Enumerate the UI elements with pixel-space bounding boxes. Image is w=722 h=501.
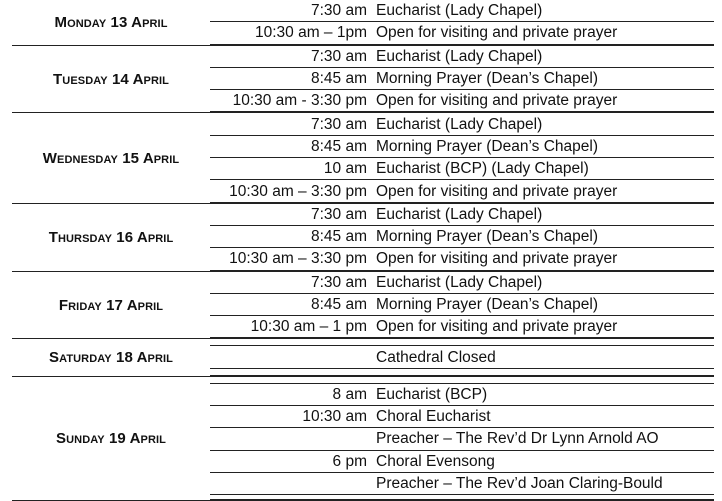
day-label: Friday 17 April	[12, 271, 210, 339]
event-description: Eucharist (Lady Chapel)	[376, 272, 714, 294]
event-row	[210, 450, 714, 472]
event-description: Eucharist (Lady Chapel)	[376, 0, 714, 22]
event-row	[210, 383, 714, 405]
event-time: 7:30 am	[210, 46, 376, 68]
event-row	[210, 22, 714, 44]
day-row	[12, 203, 714, 271]
event-time: 6 pm	[210, 450, 376, 472]
event-time: 8 am	[210, 383, 376, 405]
event-row	[210, 158, 714, 180]
event-time: 7:30 am	[210, 272, 376, 294]
event-time	[210, 428, 376, 450]
event-description: Eucharist (Lady Chapel)	[376, 46, 714, 68]
day-label: Monday 13 April	[12, 0, 210, 45]
event-description: Morning Prayer (Dean’s Chapel)	[376, 67, 714, 89]
events-list	[210, 272, 714, 339]
event-description: Open for visiting and private prayer	[376, 316, 714, 338]
event-time: 7:30 am	[210, 204, 376, 226]
event-row	[210, 90, 714, 112]
day-label: Sunday 19 April	[12, 376, 210, 500]
event-description: Eucharist (Lady Chapel)	[376, 113, 714, 135]
events-list	[210, 0, 714, 45]
event-description: Preacher – The Rev’d Dr Lynn Arnold AO	[376, 428, 714, 450]
event-time: 10:30 am - 3:30 pm	[210, 90, 376, 112]
day-label: Wednesday 15 April	[12, 113, 210, 203]
day-events	[210, 271, 714, 339]
day-label: Saturday 18 April	[12, 339, 210, 376]
event-time: 10:30 am – 1 pm	[210, 316, 376, 338]
day-label: Tuesday 14 April	[12, 45, 210, 113]
event-time: 10:30 am	[210, 406, 376, 428]
day-row	[12, 271, 714, 339]
event-description: Open for visiting and private prayer	[376, 248, 714, 270]
day-row	[12, 0, 714, 45]
day-row	[12, 113, 714, 203]
event-time: 7:30 am	[210, 113, 376, 135]
events-list	[210, 204, 714, 271]
day-row	[12, 339, 714, 376]
event-time: 10 am	[210, 158, 376, 180]
day-events	[210, 339, 714, 376]
event-row	[210, 406, 714, 428]
event-description: Open for visiting and private prayer	[376, 90, 714, 112]
events-list	[210, 113, 714, 202]
event-description: Open for visiting and private prayer	[376, 180, 714, 202]
event-description: Morning Prayer (Dean’s Chapel)	[376, 225, 714, 247]
event-row	[210, 293, 714, 315]
event-description: Choral Eucharist	[376, 406, 714, 428]
event-description: Preacher – The Rev’d Joan Claring-Bould	[376, 472, 714, 494]
event-row	[210, 67, 714, 89]
event-row	[210, 428, 714, 450]
event-time: 8:45 am	[210, 293, 376, 315]
day-events	[210, 45, 714, 113]
event-description: Eucharist (BCP) (Lady Chapel)	[376, 158, 714, 180]
event-time: 8:45 am	[210, 67, 376, 89]
event-description: Cathedral Closed	[376, 346, 714, 368]
day-events	[210, 376, 714, 500]
event-description: Choral Evensong	[376, 450, 714, 472]
events-list	[210, 377, 714, 500]
event-row	[210, 204, 714, 226]
event-description: Eucharist (Lady Chapel)	[376, 204, 714, 226]
day-events	[210, 203, 714, 271]
event-row	[210, 180, 714, 202]
event-row	[210, 113, 714, 135]
events-list	[210, 339, 714, 375]
event-time: 8:45 am	[210, 135, 376, 157]
service-schedule-table	[12, 0, 714, 501]
event-description: Morning Prayer (Dean’s Chapel)	[376, 135, 714, 157]
event-row	[210, 272, 714, 294]
event-time: 8:45 am	[210, 225, 376, 247]
event-row	[210, 346, 714, 368]
event-time: 10:30 am – 3:30 pm	[210, 248, 376, 270]
event-row	[210, 472, 714, 494]
event-row	[210, 225, 714, 247]
event-row	[210, 0, 714, 22]
event-description: Eucharist (BCP)	[376, 383, 714, 405]
day-events	[210, 0, 714, 45]
event-row	[210, 135, 714, 157]
event-time	[210, 346, 376, 368]
day-row	[12, 376, 714, 500]
event-description: Morning Prayer (Dean’s Chapel)	[376, 293, 714, 315]
event-row	[210, 248, 714, 270]
event-time	[210, 472, 376, 494]
day-label: Thursday 16 April	[12, 203, 210, 271]
event-time: 10:30 am – 3:30 pm	[210, 180, 376, 202]
events-list	[210, 46, 714, 113]
day-row	[12, 45, 714, 113]
schedule-body	[12, 0, 714, 501]
event-row	[210, 46, 714, 68]
event-time: 10:30 am – 1pm	[210, 22, 376, 44]
day-events	[210, 113, 714, 203]
event-row	[210, 316, 714, 338]
event-time: 7:30 am	[210, 0, 376, 22]
event-description: Open for visiting and private prayer	[376, 22, 714, 44]
